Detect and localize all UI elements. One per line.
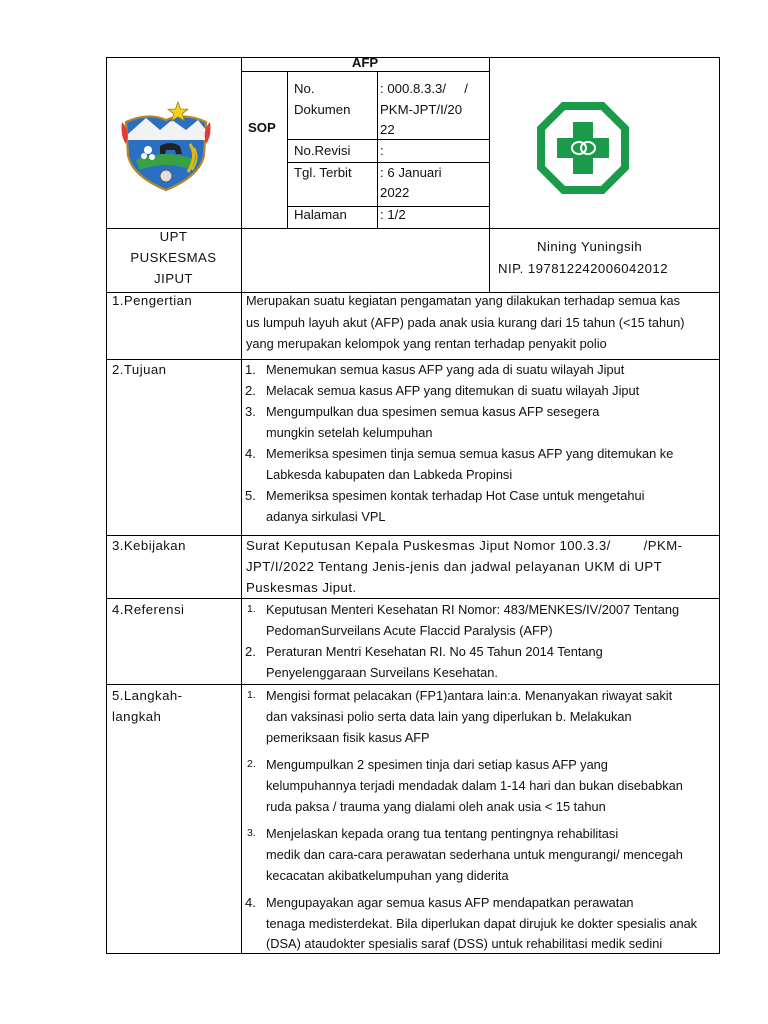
org-line-2: PUSKESMAS [130,250,217,265]
langkah-item-2-cont: kelumpuhannya terjadi mendadak dalam 1-14 hari dan bukan disebabkan [266,778,683,793]
field-value-no-2: PKM-JPT/I/20 [380,102,463,117]
tujuan-item-2: Melacak semua kasus AFP yang ditemukan di suatu wilayah Jiput [266,383,640,398]
section-label-referensi: 4.Referensi [112,602,185,617]
field-value-terbit: : 6 Januari [380,165,442,180]
langkah-item-3: Menjelaskan kepada orang tua tentang pentingnya rehabilitasi [266,826,619,841]
langkah-item-4-cont-2: (DSA) ataudokter spesialis saraf (DSS) untuk rehabilitasi medik sedini [266,936,663,951]
referensi-number: 2. [245,644,256,659]
signer-name: Nining Yuningsih [537,239,643,254]
langkah-item-1-cont-2: pemeriksaan fisik kasus AFP [266,730,430,745]
kebijakan-line-3: Puskesmas Jiput. [246,580,357,595]
langkah-item-3-cont: medik dan cara-cara perawatan sederhana untuk mengurangi/ mencegah [266,847,683,862]
pengertian-line-2: us lumpuh layuh akut (AFP) pada anak usia kurang dari 15 tahun (<15 tahun) [246,315,685,330]
org-line-3: JIPUT [154,271,193,286]
section-label-pengertian: 1.Pengertian [112,293,193,308]
puskesmas-logo [533,98,633,198]
org-line-1: UPT [159,229,188,244]
referensi-item-1-cont: PedomanSurveilans Acute Flaccid Paralysis (AFP) [266,623,553,638]
field-label-no: No. [294,81,315,96]
tujuan-item-3-cont: mungkin setelah kelumpuhan [266,425,433,440]
tujuan-item-5-cont: adanya sirkulasi VPL [266,509,386,524]
tujuan-item-5: Memeriksa spesimen kontak terhadap Hot Case untuk mengetahui [266,488,645,503]
tujuan-item-1: Menemukan semua kasus AFP yang ada di suatu wilayah Jiput [266,362,625,377]
langkah-item-1: Mengisi format pelacakan (FP1)antara lain:a. Menanyakan riwayat sakit [266,688,673,703]
langkah-item-2: Mengumpulkan 2 spesimen tinja dari setiap kasus AFP yang [266,757,608,772]
referensi-number: 1. [247,603,256,615]
field-label-revisi: No.Revisi [294,143,351,158]
regency-emblem-logo [120,100,212,192]
langkah-number: 3. [247,827,256,839]
langkah-item-4: Mengupayakan agar semua kasus AFP mendapatkan perawatan [266,895,634,910]
kebijakan-line-2: JPT/I/2022 Tentang Jenis-jenis dan jadwal pelayanan UKM di UPT [246,559,663,574]
tujuan-number: 3. [245,404,256,419]
field-value-no: : 000.8.3.3/ / [380,81,468,96]
field-value-terbit-2: 2022 [380,185,410,200]
referensi-item-1: Keputusan Menteri Kesehatan RI Nomor: 483/MENKES/IV/2007 Tentang [266,602,680,617]
kebijakan-line-1: Surat Keputusan Kepala Puskesmas Jiput Nomor 100.3.3/ /PKM- [246,538,683,553]
field-value-halaman: : 1/2 [380,207,406,222]
tujuan-item-3: Mengumpulkan dua spesimen semua kasus AFP sesegera [266,404,600,419]
langkah-number: 1. [247,689,256,701]
tujuan-number: 4. [245,446,256,461]
field-label-halaman: Halaman [294,207,347,222]
signer-nip: NIP. 197812242006042012 [498,261,668,276]
sop-label: SOP [248,120,276,135]
field-value-revisi: : [380,143,384,158]
section-label-kebijakan: 3.Kebijakan [112,538,186,553]
field-label-terbit: Tgl. Terbit [294,165,352,180]
tujuan-number: 5. [245,488,256,503]
field-value-no-3: 22 [380,122,395,137]
pengertian-line-3: yang merupakan kelompok yang rentan terhadap penyakit polio [246,336,607,351]
tujuan-item-4-cont: Labkesda kabupaten dan Labkeda Propinsi [266,467,513,482]
section-label-tujuan: 2.Tujuan [112,362,167,377]
referensi-item-2: Peraturan Mentri Kesehatan RI. No 45 Tahun 2014 Tentang [266,644,603,659]
langkah-item-2-cont-2: ruda paksa / trauma yang dialami oleh anak usia < 15 tahun [266,799,606,814]
tujuan-number: 1. [245,362,256,377]
pengertian-line-1: Merupakan suatu kegiatan pengamatan yang dilakukan terhadap semua kas [246,293,680,308]
section-label-langkah-2: langkah [112,709,162,724]
langkah-item-4-cont: tenaga medisterdekat. Bila diperlukan dapat dirujuk ke dokter spesialis anak [266,916,698,931]
langkah-number: 4. [245,895,256,910]
tujuan-item-4: Memeriksa spesimen tinja semua semua kasus AFP yang ditemukan ke [266,446,674,461]
langkah-item-3-cont-2: kecacatan akibatkelumpuhan yang diderita [266,868,509,883]
field-label-dokumen: Dokumen [294,102,351,117]
langkah-number: 2. [247,758,256,770]
tujuan-number: 2. [245,383,256,398]
langkah-item-1-cont: dan vaksinasi polio serta data lain yang diperlukan b. Melakukan [266,709,632,724]
document-title: AFP [351,55,379,70]
section-label-langkah: 5.Langkah- [112,688,183,703]
referensi-item-2-cont: Penyelenggaraan Surveilans Kesehatan. [266,665,498,680]
